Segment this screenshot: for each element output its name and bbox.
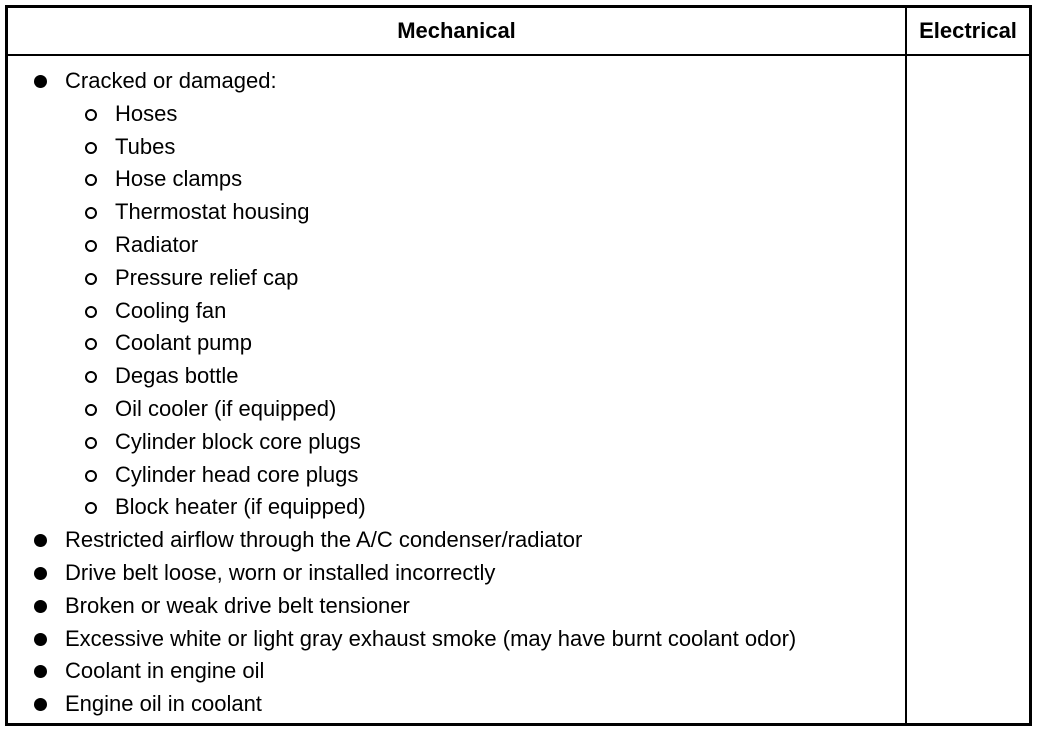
sub-list-item xyxy=(8,262,905,295)
item-text: Cylinder head core plugs xyxy=(115,461,359,487)
list-item xyxy=(8,623,905,656)
list-item xyxy=(8,557,905,590)
item-text: Cooling fan xyxy=(115,297,227,323)
item-text: Oil cooler (if equipped) xyxy=(115,395,337,421)
filled-bullet-icon xyxy=(34,567,47,580)
item-text: Coolant pump xyxy=(115,330,252,356)
sub-list-item xyxy=(8,229,905,262)
hollow-bullet-icon xyxy=(85,142,97,154)
mechanical-header: Mechanical xyxy=(397,18,516,43)
sub-list-item xyxy=(8,163,905,196)
hollow-bullet-icon xyxy=(85,109,97,121)
sub-list-item xyxy=(8,131,905,164)
symptom-table xyxy=(5,5,1032,726)
list-item xyxy=(8,655,905,688)
item-text: Radiator xyxy=(115,231,199,257)
hollow-bullet-icon xyxy=(85,207,97,219)
item-text: Coolant in engine oil xyxy=(65,658,265,684)
hollow-bullet-icon xyxy=(85,306,97,318)
hollow-bullet-icon xyxy=(85,273,97,285)
sub-list-item xyxy=(8,459,905,492)
item-text: Excessive white or light gray exhaust smoke (may have burnt coolant odor) xyxy=(65,625,797,651)
filled-bullet-icon xyxy=(34,534,47,547)
item-text: Thermostat housing xyxy=(115,199,310,225)
sub-list-item xyxy=(8,295,905,328)
item-text: Block heater (if equipped) xyxy=(115,494,366,520)
sub-list-item xyxy=(8,196,905,229)
item-text: Cylinder block core plugs xyxy=(115,428,361,454)
hollow-bullet-icon xyxy=(85,174,97,186)
hollow-bullet-icon xyxy=(85,437,97,449)
item-text: Degas bottle xyxy=(115,363,239,389)
hollow-bullet-icon xyxy=(85,404,97,416)
sub-list-item xyxy=(8,98,905,131)
item-text: Drive belt loose, worn or installed incorrectly xyxy=(65,559,496,585)
filled-bullet-icon xyxy=(34,665,47,678)
sub-list-item xyxy=(8,327,905,360)
item-text: Pressure relief cap xyxy=(115,264,299,290)
list-item xyxy=(8,524,905,557)
item-text: Hoses xyxy=(115,100,178,126)
item-text: Restricted airflow through the A/C condenser/radiator xyxy=(65,527,583,553)
filled-bullet-icon xyxy=(34,698,47,711)
item-text: Hose clamps xyxy=(115,166,243,192)
item-text: Cracked or damaged: xyxy=(65,68,277,93)
list-item xyxy=(8,688,905,721)
hollow-bullet-icon xyxy=(85,470,97,482)
item-text: Engine oil in coolant xyxy=(65,691,262,717)
header-divider xyxy=(8,54,1029,56)
filled-bullet-icon xyxy=(34,633,47,646)
item-text: Broken or weak drive belt tensioner xyxy=(65,592,410,618)
list-item xyxy=(8,590,905,623)
filled-bullet-icon xyxy=(34,600,47,613)
list-item xyxy=(8,65,905,98)
sub-list-item xyxy=(8,393,905,426)
hollow-bullet-icon xyxy=(85,502,97,514)
electrical-cell xyxy=(907,56,1029,723)
sub-list-item xyxy=(8,360,905,393)
hollow-bullet-icon xyxy=(85,240,97,252)
hollow-bullet-icon xyxy=(85,338,97,350)
sub-list-item xyxy=(8,491,905,524)
item-text: Tubes xyxy=(115,133,176,159)
filled-bullet-icon xyxy=(34,75,47,88)
mechanical-list xyxy=(8,65,905,721)
sub-list-item xyxy=(8,426,905,459)
electrical-header: Electrical xyxy=(919,18,1017,43)
hollow-bullet-icon xyxy=(85,371,97,383)
